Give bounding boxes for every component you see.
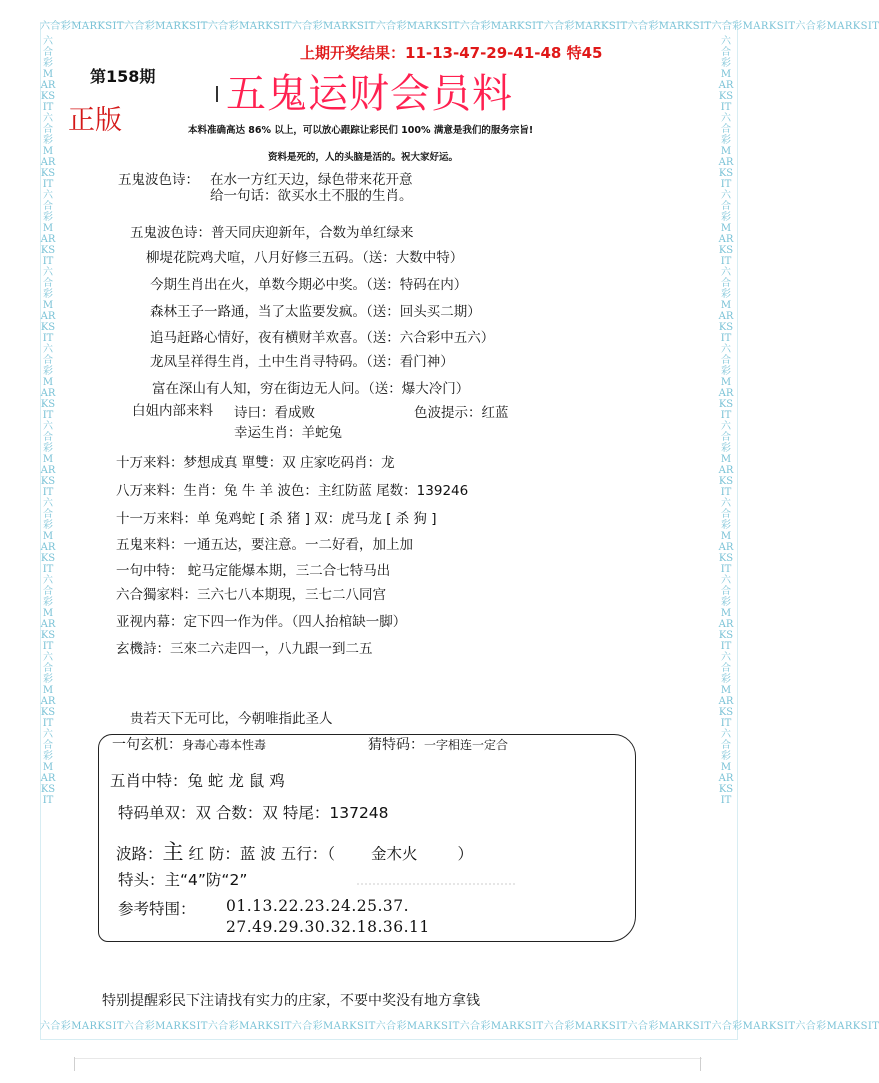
lucky-zodiac-value: 羊蛇兔 xyxy=(301,425,342,441)
ref-line1: 01.13.22.23.24.25.37. xyxy=(226,897,410,915)
poem2-line: 追马赶路心情好，夜有横财羊欢喜。（送：六合彩中五六） xyxy=(150,330,495,346)
poem2-line: 森林王子一路通，当了太监要发疯。（送：回头买二期） xyxy=(150,304,481,320)
lucky-zodiac-label: 幸运生肖： xyxy=(234,425,302,441)
poem1-line1: 在水一方红天边，绿色带来花开意 xyxy=(210,172,413,188)
riddle-line xyxy=(112,734,266,754)
luck-statement: 资料是死的，人的头脑是活的。祝大家好运。 xyxy=(268,152,459,163)
item-yashi: 亚视内幕：定下四一作为伴。（四人抬棺缺一脚） xyxy=(116,614,407,630)
item-shiyiwan: 十一万来料：单 兔鸡蛇 [ 杀 猪 ] 双：虎马龙 [ 杀 狗 ] xyxy=(116,511,437,527)
ref-line2: 27.49.29.30.32.18.36.11 xyxy=(226,918,430,936)
bottom-tick-left xyxy=(74,1057,75,1071)
bottom-rule xyxy=(74,1058,702,1059)
item-wugui: 五鬼来料：一通五达，要注意。一二好看，加上加 xyxy=(116,537,413,553)
wuxing-close: ） xyxy=(457,845,474,863)
accuracy-statement: 本料准确高达 86% 以上，可以放心跟踪让彩民们 100% 满意是我们的服务宗旨! xyxy=(188,125,534,136)
watermark-left: 六合彩MARKSIT六合彩MARKSIT六合彩MARKSIT六合彩MARKSIT六合彩MARKSIT六合彩MARKSIT六合彩MARKSIT六合彩MARKSIT六合彩MARKSIT六合彩MARKSIT xyxy=(40,36,56,806)
bawan-number: 139246 xyxy=(416,483,469,499)
poem2-header: 五鬼波色诗：普天同庆迎新年，合数为单红绿来 xyxy=(130,225,414,241)
poem2-line: 柳堤花院鸡犬喧，八月好修三五码。（送：大数中特） xyxy=(146,250,464,266)
item-yiju: 一句中特： 蛇马定能爆本期，三二合七特马出 xyxy=(116,563,391,579)
item-bawan xyxy=(116,479,468,499)
noble-line: 贵若天下无可比，今朝唯指此圣人 xyxy=(130,711,333,727)
issue-number: 第158期 xyxy=(90,67,156,86)
last-draw-result: 上期开奖结果：11-13-47-29-41-48 特45 xyxy=(300,44,603,62)
insider-poem: 诗曰：看成败 xyxy=(234,405,315,421)
bawan-text: 八万来料：生肖：兔 牛 羊 波色：主红防蓝 尾数： xyxy=(116,483,417,499)
ref-label: 参考特围： xyxy=(118,900,196,918)
poem2-line: 富在深山有人知，穷在街边无人问。（送：爆大冷门） xyxy=(152,381,470,397)
wave-main: 主 xyxy=(162,840,184,864)
wave-line xyxy=(116,836,473,866)
lucky-zodiac xyxy=(234,421,342,441)
bottom-tick-right xyxy=(700,1057,701,1071)
riddle-label: 一句玄机： xyxy=(112,737,182,753)
riddle-value: 身毒心毒本性毒 xyxy=(182,738,267,752)
item-liuhe: 六合獨家料：三六七八本期現，三七二八同宫 xyxy=(116,587,386,603)
odd-even-line xyxy=(118,801,389,823)
scratch-mark xyxy=(356,883,516,885)
guess-value: 一字相连一定合 xyxy=(424,738,509,752)
color-tip: 色波提示：红蓝 xyxy=(414,405,509,421)
watermark-bottom: 六合彩MARKSIT六合彩MARKSIT六合彩MARKSIT六合彩MARKSIT六合彩MARKSIT六合彩MARKSIT六合彩MARKSIT六合彩MARKSIT六合彩MARKSIT六合彩MARKSIT xyxy=(40,1021,879,1032)
poem1-label: 五鬼波色诗： xyxy=(118,172,199,188)
page-title: 五鬼运财会员料 xyxy=(226,71,513,117)
poem2-line: 龙凤呈祥得生肖，土中生肖寻特码。（送：看门神） xyxy=(150,354,454,370)
wuxing-value: 金木火 xyxy=(370,845,418,863)
tail-number: 137248 xyxy=(329,804,389,822)
watermark-top: 六合彩MARKSIT六合彩MARKSIT六合彩MARKSIT六合彩MARKSIT六合彩MARKSIT六合彩MARKSIT六合彩MARKSIT六合彩MARKSIT六合彩MARKSIT六合彩MARKSIT xyxy=(40,21,879,32)
poem2-line: 今期生肖出在火，单数今期必中奖。（送：特码在内） xyxy=(150,277,468,293)
wave-detail: 红 防：蓝 波 五行：（ xyxy=(183,845,335,863)
title-divider xyxy=(216,86,218,102)
guess-label: 猜特码： xyxy=(368,737,424,753)
item-xuanji: 玄機詩：三來二六走四一，八九跟一到二五 xyxy=(116,641,373,657)
footer-warning: 特别提醒彩民下注请找有实力的庄家，不要中奖没有地方拿钱 xyxy=(102,993,480,1009)
poem1-line2: 给一句话：欲买水土不服的生肖。 xyxy=(210,188,413,204)
guess-line xyxy=(368,734,508,754)
head-line: 特头：主“4”防“2” xyxy=(118,871,248,889)
watermark-right: 六合彩MARKSIT六合彩MARKSIT六合彩MARKSIT六合彩MARKSIT六合彩MARKSIT六合彩MARKSIT六合彩MARKSIT六合彩MARKSIT六合彩MARKSIT六合彩MARKSIT xyxy=(718,36,734,806)
insider-label: 白姐内部来料 xyxy=(132,403,213,419)
odd-even-text: 特码单双：双 合数：双 特尾： xyxy=(118,804,330,822)
item-shiwan: 十万来料：梦想成真 單雙：双 庄家吃码肖：龙 xyxy=(116,455,395,471)
genuine-label: 正版 xyxy=(68,105,122,136)
wave-label: 波路： xyxy=(116,845,163,863)
five-zodiac: 五肖中特：兔 蛇 龙 鼠 鸡 xyxy=(110,772,285,790)
